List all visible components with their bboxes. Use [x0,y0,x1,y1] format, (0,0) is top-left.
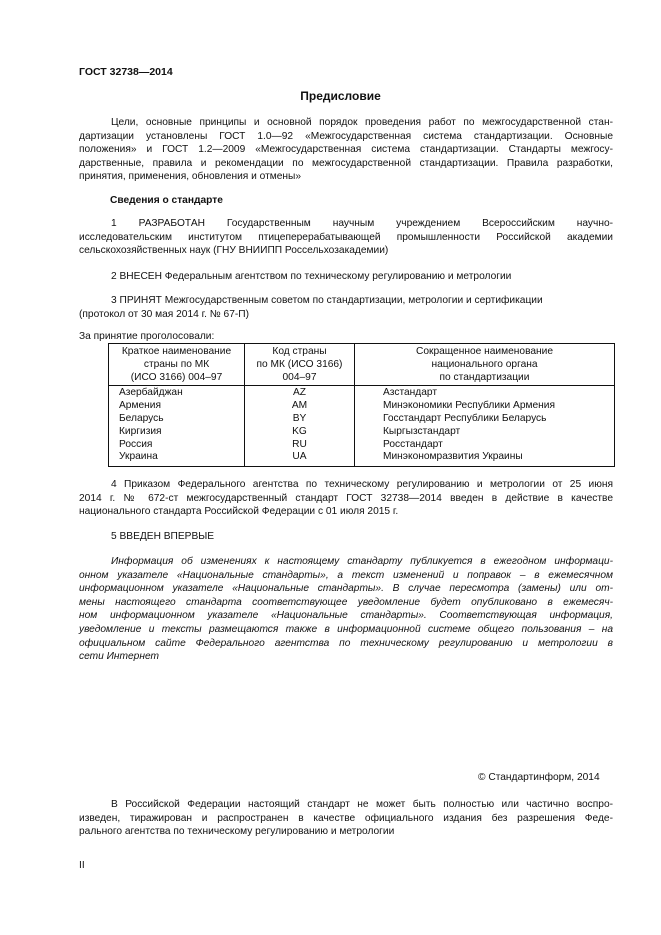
text-line: 2 ВНЕСЕН Федеральным агентством по техническому регулированию и метрологии [111,271,512,282]
text-line: 2014 г. № 672-ст межгосударственный стандарт ГОСТ 32738—2014 введен в действие в качестве [79,492,613,504]
header-line: 004–97 [282,371,317,383]
text-line: дарственные, правила и рекомендации по межгосударственной стандартизации. Правила разработки, [79,157,613,169]
text-line: 3 ПРИНЯТ Межгосударственным советом по стандартизации, метрологии и сертификации [111,295,543,306]
text-line: национального стандарта Российской Федерации с 01 июля 2015 г. [79,506,399,518]
organization-cell: Росстандарт [355,439,615,452]
info-paragraph [79,555,613,664]
document-number: ГОСТ 32738—2014 [79,66,173,78]
country-cell: Армения [119,400,161,412]
text-line: дартизации установлены ГОСТ 1.0—92 «Межгосударственная система стандартизации. Основные [79,130,613,142]
header-line: Код страны [272,346,327,357]
code-cell: KG [245,426,355,439]
code-cell: AZ [245,386,355,400]
item-3-paragraph [79,294,613,321]
text-line: принятия, применения, обновления и отмены» [79,171,302,183]
country-cell: Россия [119,438,153,450]
item-5-paragraph [79,530,613,544]
text-line: уведомление и тексты размещаются также в информационной системе общего пользования – на [79,623,613,635]
header-line: Краткое наименование [121,346,232,357]
text-line: рального агентства по техническому регулированию и метрологии [79,826,395,838]
page-title: Предисловие [300,89,381,103]
header-line: Сокращенное наименование [415,346,554,357]
organization-cell: Минэкономразвития Украины [355,451,615,466]
country-cell: Азербайджан [119,387,183,399]
header-line: национального органа [431,358,538,370]
country-cell: Киргизия [119,425,162,437]
code-cell: AM [245,400,355,413]
organization-cell: Госстандарт Республики Беларусь [355,413,615,426]
header-line: по стандартизации [439,371,530,383]
text-line: В Российской Федерации настоящий стандарт не может быть полностью или частично воспро- [111,799,613,810]
page-number: II [79,860,85,871]
copyright-notice: © Стандартинформ, 2014 [478,772,600,783]
text-line: 4 Приказом Федерального агентства по техническому регулированию и метрологии от 25 июня [111,479,613,490]
text-line: Информация об изменениях к настоящему стандарту публикуется в ежегодном информаци- [111,556,613,567]
item-2-paragraph [79,270,613,284]
table-row [109,400,615,413]
text-line: (протокол от 30 мая 2014 г. № 67-П) [79,308,249,320]
item-1-paragraph [79,217,613,258]
column-header-organization [355,344,615,386]
text-line: онном указателе «Национальные стандарты», а текст изменений и поправок – в ежемесячном [79,569,613,581]
table-row [109,413,615,426]
header-line: (ИСО 3166) 004–97 [130,371,223,383]
intro-paragraph [79,116,613,184]
section-subheading: Сведения о стандарте [110,195,223,206]
country-cell: Беларусь [119,412,164,424]
table-row [109,451,615,466]
code-cell: BY [245,413,355,426]
country-cell: Украина [119,451,158,463]
text-line: исследовательским институтом птицеперерабатывающей промышленности Российской академии [79,231,613,243]
vote-label: За принятие проголосовали: [79,331,215,342]
header-line: страны по МК [143,358,210,370]
text-line: сети Интернет [79,651,159,663]
item-4-paragraph [79,478,613,519]
table-header-row [109,344,615,386]
column-header-code [245,344,355,386]
text-line: 1 РАЗРАБОТАН Государственным научным учреждением Всероссийским научно- [111,218,613,229]
organization-cell: Минэкономики Республики Армения [355,400,615,413]
text-line: изведен, тиражирован и распространен в качестве официального издания без разрешения Феде- [79,812,613,824]
organization-cell: Азстандарт [355,386,615,400]
text-line: информационном указателе «Национальные стандарты». В случае пересмотра (замены) или от- [79,583,613,595]
text-line: мены настоящего стандарта соответствующее уведомление будет опубликовано в ежемесяч- [79,596,613,608]
column-header-country [109,344,245,386]
text-line: Цели, основные принципы и основной порядок проведения работ по межгосударственной стан- [111,117,613,128]
member-states-table [108,343,615,467]
code-cell: UA [245,451,355,466]
header-line: по МК (ИСО 3166) [256,358,343,370]
organization-cell: Кыргызстандарт [355,426,615,439]
reproduction-paragraph [79,798,613,839]
text-line: 5 ВВЕДЕН ВПЕРВЫЕ [111,531,215,542]
text-line: сельскохозяйственных наук (ГНУ ВНИИПП Россельхозакадемии) [79,245,389,257]
table-row [109,439,615,452]
table-row [109,386,615,400]
text-line: ном информационном указателе «Национальные стандарты». Соответствующая информация, [79,610,613,622]
table-row [109,426,615,439]
text-line: положения» и ГОСТ 1.2—2009 «Межгосударственная система стандартизации. Стандарты межгосу- [79,144,613,156]
text-line: официальном сайте Федерального агентства по техническому регулированию и метрологии в [79,637,613,649]
code-cell: RU [245,439,355,452]
